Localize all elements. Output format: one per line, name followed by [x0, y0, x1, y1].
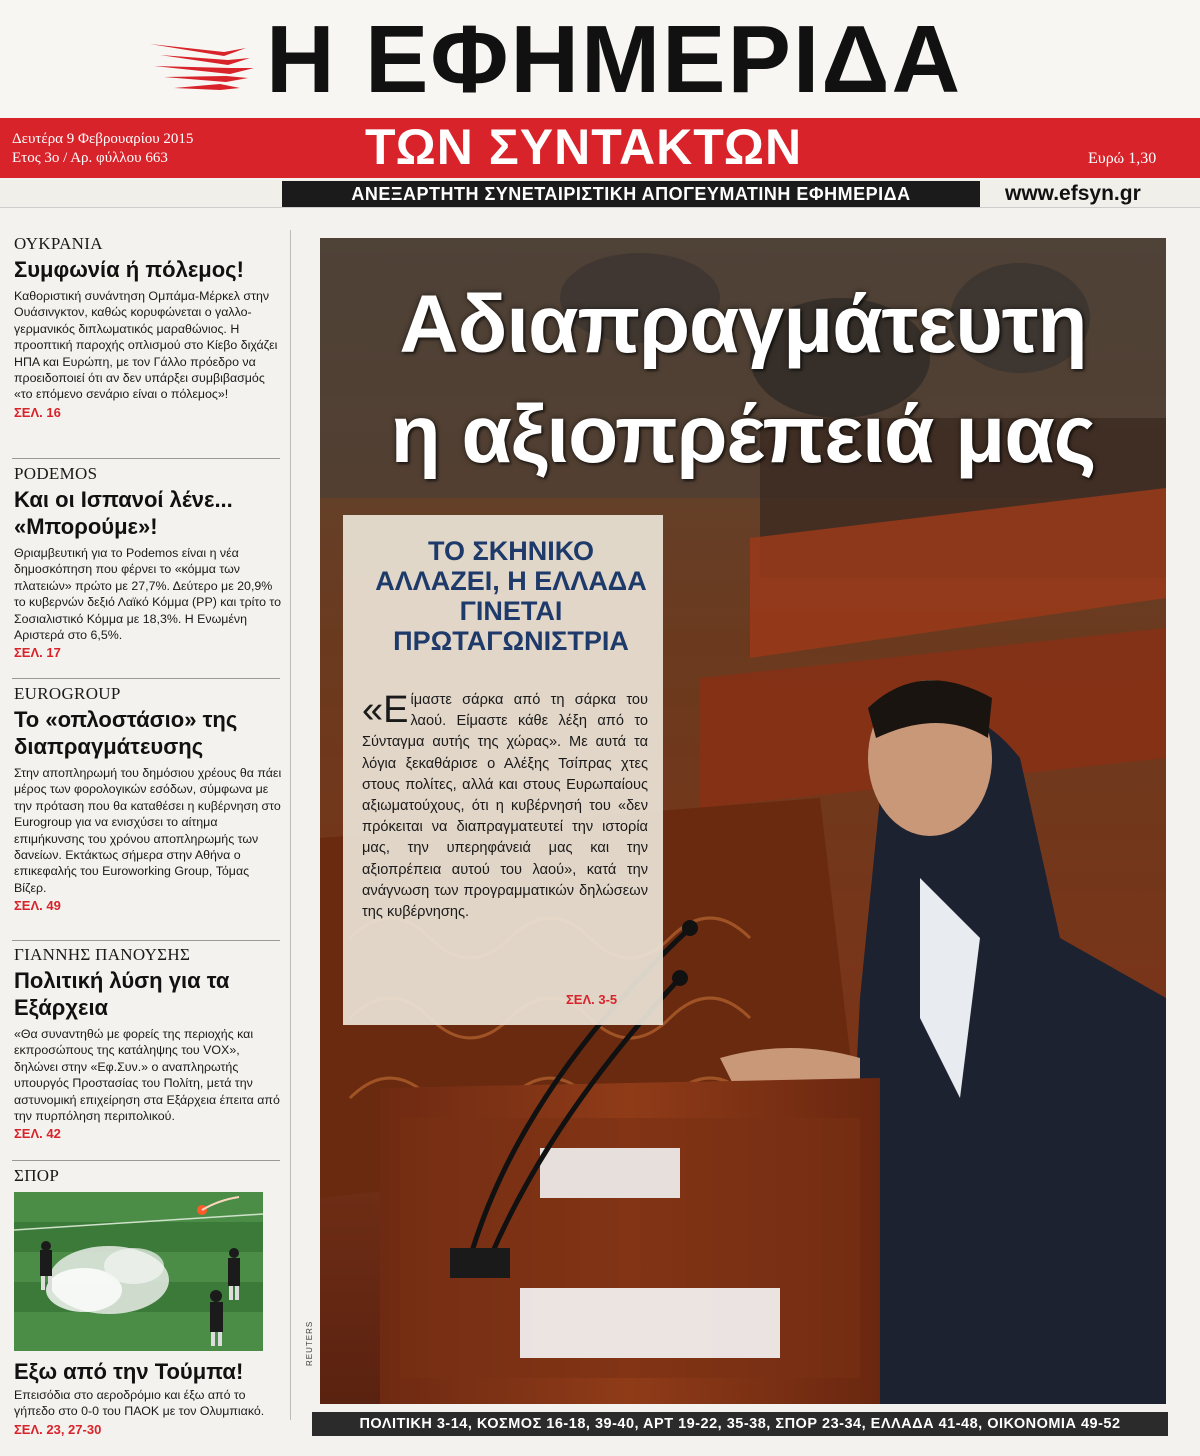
story-body: Θριαμβευτική για το Podemos είναι η νέα δημοσκόπηση που φέρνει το «κόμμα των πλατειών» πρώτο με 27,7%. Δεύτερο με 20,9% το κυβερνών δεξιό Λαϊκό Κόμμα (PP) και τρίτο το Σοσιαλιστικό Κόμμα με 18,3%. Η Ενωμένη Αριστερά στο 6,5%. [14, 546, 282, 643]
sport-photo[interactable] [14, 1192, 263, 1351]
story-page-ref[interactable]: ΣΕΛ. 17 [14, 645, 61, 661]
divider [12, 1160, 280, 1161]
site-url-link[interactable]: www.efsyn.gr [1005, 182, 1141, 205]
tagline: ΑΝΕΞΑΡΤΗΤΗ ΣΥΝΕΤΑΙΡΙΣΤΙΚΗ ΑΠΟΓΕΥΜΑΤΙΝΗ ΕΦΗΜΕΡΙΔΑ [351, 184, 911, 204]
quote-dropcap: «Ε [362, 689, 409, 731]
story-page-ref[interactable]: ΣΕΛ. 16 [14, 404, 61, 420]
paper-title[interactable]: Η ΕΦΗΜΕΡΙΔΑ [266, 6, 963, 113]
lead-headline-line2[interactable]: η αξιοπρέπειά μας [390, 389, 1096, 480]
story-body: Επεισόδια στο αεροδρόμιο και έξω από το γήπεδο στο 0-0 του ΠΑΟΚ με τον Ολυμπιακό. [14, 1388, 265, 1419]
column-divider [290, 230, 291, 1420]
sidebar-story-eurogroup[interactable] [14, 684, 282, 914]
issue-date: Δευτέρα 9 Φεβρουαρίου 2015 [12, 131, 194, 147]
story-headline[interactable]: Συμφωνία ή πόλεμος! [14, 257, 244, 282]
sidebar-story-panousis[interactable] [14, 945, 282, 1142]
story-kicker: EUROGROUP [14, 684, 121, 703]
story-kicker: ΓΙΑΝΝΗΣ ΠΑΝΟΥΣΗΣ [14, 945, 191, 964]
story-body: Στην αποπληρωμή του δημόσιου χρέους θα πάει μέρος των φορολογικών εσόδων, σύμφωνα με την πρόταση που θα καταθέσει η κυβέρνηση στο Eurogroup για να ενισχύσει το αίτημα επιμήκυνσης του χρόνου αποπληρωμής των δανείων. Εκτάκτως σήμερα στην Αθήνα ο επικεφαλής του Euroworking Group, Τόμας Βίζερ. [14, 766, 282, 895]
story-kicker: ΣΠΟΡ [14, 1166, 60, 1185]
story-kicker: ΟΥΚΡΑΝΙΑ [14, 234, 103, 253]
sidebar-story-podemos[interactable] [14, 464, 282, 661]
lead-headline-line1[interactable]: Αδιαπραγμάτευτη [399, 279, 1087, 370]
lead-kicker: ΤΟ ΣΚΗΝΙΚΟ ΑΛΛΑΖΕΙ, Η ΕΛΛΑΔΑ ΓΙΝΕΤΑΙ ΠΡΩΤΑΓΩΝΙΣΤΡΙΑ [375, 536, 647, 656]
sections-index[interactable]: ΠΟΛΙΤΙΚΗ 3-14, ΚΟΣΜΟΣ 16-18, 39-40, ΑΡΤ 19-22, 35-38, ΣΠΟΡ 23-34, ΕΛΛΑΔΑ 41-48, ΟΙΚΟΝΟΜΙΑ 49-52 [359, 1416, 1121, 1432]
quote-body: ίμαστε σάρκα από τη σάρκα του λαού. Είμαστε κάθε λέξη από το Σύνταγμα αυτής της χώρας». Με αυτά τα λόγια ξεκαθάρισε ο Αλέξης Τσίπρας χτες στους πολίτες, αλλά και στους Ευρωπαίους αξιωματούχους, ότι η κυβέρνησή του «δεν πρόκειται να διαπραγματευτεί την ιστορία μας, την υπερηφάνειά μας και την αξιοπρέπεια αυτού του λαού», κατά την ανάγνωση των προγραμματικών δηλώσεων της κυβέρνησης. [362, 692, 648, 921]
divider [12, 940, 280, 941]
story-headline[interactable]: Εξω από την Τούμπα! [14, 1359, 244, 1384]
sidebar-story-sport[interactable] [14, 1356, 282, 1438]
lead-page-ref[interactable]: ΣΕΛ. 3-5 [566, 992, 618, 1007]
issue-number: Ετος 3ο / Αρ. φύλλου 663 [12, 150, 168, 166]
story-headline[interactable]: Πολιτική λύση για τα Εξάρχεια [14, 968, 230, 1020]
divider [12, 458, 280, 459]
lead-quote [362, 690, 648, 923]
story-kicker: PODEMOS [14, 464, 98, 483]
sidebar-story-sport-kicker [14, 1166, 282, 1186]
sidebar-story-ukraine[interactable] [14, 234, 282, 421]
quill-pens-icon [150, 38, 260, 90]
paper-subtitle: ΤΩΝ ΣΥΝΤΑΚΤΩΝ [365, 119, 803, 175]
story-headline[interactable]: Και οι Ισπανοί λένε... «Μπορούμε»! [14, 487, 233, 539]
story-page-ref[interactable]: ΣΕΛ. 49 [14, 898, 61, 914]
story-body: «Θα συναντηθώ με φορείς της περιοχής και εκπροσώπους της κατάληψης του VOX», δηλώνει στην «Εφ.Συν.» ο αναπληρωτής υπουργός Προστασίας του Πολίτη, μετά την αστυνομική επιχείρηση στα Εξάρχεια έπειτα από την πυρπόληση περιπολικού. [14, 1027, 280, 1124]
divider [12, 678, 280, 679]
story-headline[interactable]: Το «οπλοστάσιο» της διαπραγμάτευσης [14, 707, 238, 759]
photo-credit: REUTERS [305, 1320, 314, 1366]
story-page-ref[interactable]: ΣΕΛ. 42 [14, 1126, 61, 1142]
story-page-ref[interactable]: ΣΕΛ. 23, 27-30 [14, 1421, 102, 1437]
price: Ευρώ 1,30 [1088, 150, 1157, 167]
story-body: Καθοριστική συνάντηση Ομπάμα-Μέρκελ στην Ουάσινγκτον, καθώς κορυφώνεται ο γαλλο-γερμανικός διπλωματικός μαραθώνιος. Η προοπτική παροχής οπλισμού στο Κίεβο διχάζει ΗΠΑ και Ευρώπη, με τον Γάλλο πρόεδρο να προειδοποιεί ότι αν δεν υπάρξει συμβιβασμός «το επόμενο σενάριο είναι ο πόλεμος»! [14, 289, 278, 402]
